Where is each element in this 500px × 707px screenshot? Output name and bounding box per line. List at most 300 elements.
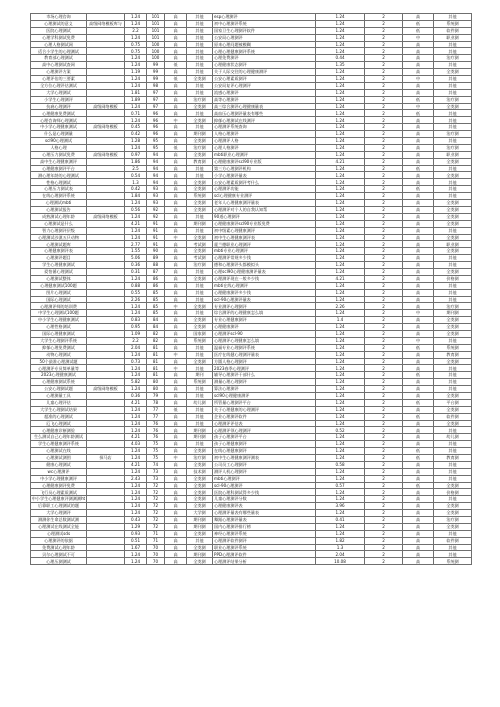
keyword-cell: 心理测试的意义 — [31, 20, 87, 27]
table-row — [31, 289, 472, 296]
value-cell: 2.26 — [125, 296, 147, 303]
category-cell: 其他 — [187, 27, 213, 34]
category-cell: 其他 — [187, 406, 213, 413]
note-cell — [87, 268, 125, 275]
related-level-cell: 低 — [403, 96, 434, 103]
category-cell: 全类测 — [187, 151, 213, 158]
note-cell — [87, 138, 125, 145]
category-cell: 其他 — [187, 172, 213, 179]
category-cell: 其他 — [187, 213, 213, 220]
related-count-cell: 2 — [365, 124, 403, 131]
related-keyword-cell: 心理测评领心理测评 — [213, 427, 316, 434]
count-cell: 75 — [147, 455, 165, 462]
note-cell — [87, 420, 125, 427]
level-cell: 高 — [165, 69, 187, 76]
note-cell — [87, 392, 125, 399]
value-cell: 0.93 — [125, 530, 147, 537]
level-cell: 中 — [165, 234, 187, 241]
related-count-cell: 2 — [365, 310, 403, 317]
related-value-cell: 1.24 — [316, 103, 365, 110]
keyword-cell: 心理测评专员简单量等 — [31, 365, 87, 372]
related-category-cell: 其他 — [434, 441, 472, 448]
value-cell: 1.67 — [125, 544, 147, 551]
value-cell: 1.3 — [125, 179, 147, 186]
related-level-cell: 高 — [403, 330, 434, 337]
level-cell: 高 — [165, 200, 187, 207]
value-cell: 5.06 — [125, 255, 147, 262]
related-count-cell: 2 — [365, 448, 403, 455]
category-cell: 其他 — [187, 268, 213, 275]
value-cell: 1.81 — [125, 89, 147, 96]
related-category-cell: 治疗测 — [434, 131, 472, 138]
category-cell: 其他 — [187, 48, 213, 55]
related-keyword-cell: 人格心理测评 — [213, 131, 316, 138]
related-keyword-cell: 所管量心理测评平台 — [213, 399, 316, 406]
related-keyword-cell: 神经心理测评系统 — [213, 530, 316, 537]
table-row — [31, 206, 472, 213]
related-value-cell: 1.24 — [316, 530, 365, 537]
category-cell: 国家测 — [187, 330, 213, 337]
category-cell: 其他 — [187, 386, 213, 393]
related-keyword-cell: 德和心理测评头都模拟头 — [213, 262, 316, 269]
note-cell — [87, 482, 125, 489]
value-cell: 4.21 — [125, 434, 147, 441]
related-count-cell: 2 — [365, 386, 403, 393]
related-level-cell: 高 — [403, 124, 434, 131]
related-level-cell: 中 — [403, 337, 434, 344]
related-count-cell: 2 — [365, 413, 403, 420]
table-row — [31, 55, 472, 62]
level-cell: 中 — [165, 303, 187, 310]
related-level-cell: 中 — [403, 103, 434, 110]
related-category-cell: 其他 — [434, 138, 472, 145]
value-cell: 4.03 — [125, 441, 147, 448]
related-keyword-cell: 心理健康测评scl90专业版 — [213, 158, 316, 165]
count-cell: 92 — [147, 206, 165, 213]
related-count-cell: 2 — [365, 14, 403, 21]
related-category-cell: 其他 — [434, 289, 472, 296]
related-level-cell: 高 — [403, 41, 434, 48]
related-level-cell: 高 — [403, 551, 434, 558]
value-cell: 1.24 — [125, 372, 147, 379]
level-cell: 高 — [165, 510, 187, 517]
table-row — [31, 358, 472, 365]
related-value-cell: 1.24 — [316, 386, 365, 393]
table-row — [31, 103, 472, 110]
related-value-cell: 1.24 — [316, 248, 365, 255]
related-level-cell: 高 — [403, 558, 434, 565]
related-category-cell: 全类测 — [434, 358, 472, 365]
value-cell: 1.24 — [125, 482, 147, 489]
related-count-cell: 2 — [365, 489, 403, 496]
related-count-cell: 2 — [365, 392, 403, 399]
table-row — [31, 165, 472, 172]
related-category-cell: 全类测 — [434, 103, 472, 110]
related-value-cell: 1.24 — [316, 448, 365, 455]
note-cell — [87, 537, 125, 544]
related-keyword-cell: 小学心理测评量表 — [213, 172, 316, 179]
related-level-cell: 高 — [403, 468, 434, 475]
related-count-cell: 2 — [365, 172, 403, 179]
related-count-cell: 2 — [365, 461, 403, 468]
table-row — [31, 158, 472, 165]
keyword-cell: 心理评估的三要素 — [31, 76, 87, 83]
value-cell: 1.24 — [125, 55, 147, 62]
related-level-cell: 高 — [403, 248, 434, 255]
keyword-cell: 抗衰心理测评 — [31, 103, 87, 110]
related-value-cell: 1.24 — [316, 324, 365, 331]
note-cell — [87, 544, 125, 551]
category-cell: 全类测 — [187, 489, 213, 496]
level-cell: 低 — [165, 144, 187, 151]
count-cell: 70 — [147, 544, 165, 551]
related-value-cell: 1.24 — [316, 27, 365, 34]
related-value-cell: 1.24 — [316, 392, 365, 399]
category-cell: 其他 — [187, 537, 213, 544]
related-category-cell: 其他 — [434, 255, 472, 262]
related-count-cell: 2 — [365, 262, 403, 269]
related-level-cell: 高 — [403, 317, 434, 324]
table-row — [31, 517, 472, 524]
related-keyword-cell: 心理健康测评 — [213, 324, 316, 331]
note-cell — [87, 358, 125, 365]
related-value-cell: 1.24 — [316, 468, 365, 475]
related-count-cell: 2 — [365, 551, 403, 558]
table-row — [31, 62, 472, 69]
note-cell — [87, 510, 125, 517]
related-count-cell: 2 — [365, 200, 403, 207]
note-cell — [87, 337, 125, 344]
related-keyword-cell: mbti职业心理测评 — [213, 151, 316, 158]
related-count-cell: 2 — [365, 27, 403, 34]
count-cell: 78 — [147, 399, 165, 406]
value-cell: 4.21 — [125, 399, 147, 406]
keyword-cell: 爱怕循心理测试 — [31, 268, 87, 275]
note-cell — [87, 530, 125, 537]
note-cell — [87, 34, 125, 41]
value-cell: 1.24 — [125, 455, 147, 462]
related-value-cell: 1.24 — [316, 41, 365, 48]
related-category-cell: 其他 — [434, 41, 472, 48]
keyword-cell: 心理测试是什么 — [31, 220, 87, 227]
category-cell: 期刊测 — [187, 220, 213, 227]
count-cell: 97 — [147, 96, 165, 103]
related-level-cell: 高 — [403, 365, 434, 372]
related-count-cell: 2 — [365, 455, 403, 462]
category-cell: 其他 — [187, 227, 213, 234]
related-level-cell: 高 — [403, 358, 434, 365]
related-category-cell: 治疗测 — [434, 144, 472, 151]
category-cell: 全类测 — [187, 324, 213, 331]
count-cell: 97 — [147, 103, 165, 110]
note-cell: 高级网络模板库与 — [87, 20, 125, 27]
related-level-cell: 低 — [403, 27, 434, 34]
related-category-cell: 其他 — [434, 461, 472, 468]
table-row — [31, 558, 472, 565]
count-cell: 98 — [147, 82, 165, 89]
category-cell: 幼儿测 — [187, 399, 213, 406]
related-value-cell: 1.24 — [316, 475, 365, 482]
related-category-cell: 全类测 — [434, 330, 472, 337]
related-level-cell: 高 — [403, 523, 434, 530]
count-cell: 94 — [147, 158, 165, 165]
related-category-cell: 其他 — [434, 82, 472, 89]
count-cell: 94 — [147, 151, 165, 158]
count-cell: 90 — [147, 248, 165, 255]
related-count-cell: 2 — [365, 55, 403, 62]
value-cell: 1.24 — [125, 386, 147, 393]
note-cell — [87, 551, 125, 558]
related-count-cell: 2 — [365, 48, 403, 55]
related-value-cell: 1.24 — [316, 227, 365, 234]
related-keyword-cell: 综合测评的心理健康怎么填 — [213, 310, 316, 317]
related-value-cell: 1.24 — [316, 110, 365, 117]
related-keyword-cell: 心理健康测评scl90专业版免费 — [213, 220, 316, 227]
value-cell: 1.24 — [125, 62, 147, 69]
value-cell: 0.88 — [125, 282, 147, 289]
related-count-cell: 2 — [365, 530, 403, 537]
category-cell: 期刊测 — [187, 551, 213, 558]
keyword-cell: 心理健康诊断测验 — [31, 427, 87, 434]
related-keyword-cell: 原来心理问题被模糊 — [213, 41, 316, 48]
table-row — [31, 434, 472, 441]
count-cell: 85 — [147, 296, 165, 303]
level-cell: 高 — [165, 523, 187, 530]
value-cell: 1.24 — [125, 427, 147, 434]
note-cell — [87, 206, 125, 213]
keyword-cell: 心理压测测试 — [31, 558, 87, 565]
related-category-cell: 期刊测 — [434, 310, 472, 317]
keyword-cell: 中学生心理测试100题 — [31, 310, 87, 317]
table-row — [31, 186, 472, 193]
note-cell — [87, 427, 125, 434]
category-cell: 全类测 — [187, 475, 213, 482]
keyword-cell: 心理测量工具 — [31, 392, 87, 399]
count-cell: 71 — [147, 530, 165, 537]
related-count-cell: 2 — [365, 372, 403, 379]
table-row — [31, 372, 472, 379]
level-cell: 低 — [165, 62, 187, 69]
related-value-cell: 1.35 — [316, 62, 365, 69]
count-cell: 91 — [147, 227, 165, 234]
related-category-cell: 其他 — [434, 551, 472, 558]
value-cell: 1.55 — [125, 248, 147, 255]
category-cell: 治疗测 — [187, 144, 213, 151]
related-keyword-cell: scl-90心理测评量表 — [213, 296, 316, 303]
count-cell: 101 — [147, 34, 165, 41]
category-cell: 其他 — [187, 413, 213, 420]
value-cell: 1.24 — [125, 503, 147, 510]
count-cell: 99 — [147, 76, 165, 83]
related-keyword-cell: scl90心理健康测评 — [213, 392, 316, 399]
related-category-cell: 其他 — [434, 496, 472, 503]
value-cell: 1.84 — [125, 193, 147, 200]
related-keyword-cell: 抑郁心理测试在线测评 — [213, 117, 316, 124]
count-cell: 79 — [147, 392, 165, 399]
related-keyword-cell: PPD心理测评软件 — [213, 551, 316, 558]
related-category-cell: 软件测 — [434, 537, 472, 544]
keyword-cell: 国际心理健康测试 — [31, 330, 87, 337]
value-cell: 0.83 — [125, 317, 147, 324]
keyword-cell: 医院心理测试 — [31, 27, 87, 34]
keyword-cell: 心理测试sds — [31, 530, 87, 537]
related-count-cell: 2 — [365, 427, 403, 434]
note-cell — [87, 330, 125, 337]
related-category-cell: 全类测 — [434, 172, 472, 179]
related-count-cell: 2 — [365, 337, 403, 344]
related-value-cell: 1.24 — [316, 172, 365, 179]
keyword-cell: 高中心理测试查网 — [31, 62, 87, 69]
value-cell: 0.42 — [125, 131, 147, 138]
table-row — [31, 392, 472, 399]
related-value-cell: 1.24 — [316, 262, 365, 269]
note-cell — [87, 406, 125, 413]
note-cell — [87, 434, 125, 441]
table-row — [31, 399, 472, 406]
related-level-cell: 低 — [403, 455, 434, 462]
related-value-cell: 1.24 — [316, 48, 365, 55]
related-level-cell: 高 — [403, 262, 434, 269]
level-cell: 中 — [165, 365, 187, 372]
related-category-cell: 全类测 — [434, 220, 472, 227]
value-cell: 1.24 — [125, 303, 147, 310]
related-keyword-cell: 心理测评功能 — [213, 186, 316, 193]
table-row — [31, 117, 472, 124]
level-cell: 高 — [165, 89, 187, 96]
table-row — [31, 41, 472, 48]
keyword-cell: 生么测试自己心理年龄测试 — [31, 434, 87, 441]
related-count-cell: 2 — [365, 379, 403, 386]
related-value-cell: 1.24 — [316, 455, 365, 462]
related-value-cell: 1.24 — [316, 186, 365, 193]
keyword-cell: 高中生心理健康测评 — [31, 158, 87, 165]
related-value-cell: 1.3 — [316, 544, 365, 551]
related-count-cell: 2 — [365, 151, 403, 158]
table-row — [31, 386, 472, 393]
table-row — [31, 448, 472, 455]
keyword-cell: 心理健康免费测试 — [31, 110, 87, 117]
related-level-cell: 低 — [403, 482, 434, 489]
related-category-cell: 软件测 — [434, 413, 472, 420]
level-cell: 高 — [165, 558, 187, 565]
keyword-cell: 全方位心理评估测试 — [31, 82, 87, 89]
note-cell — [87, 41, 125, 48]
count-cell: 80 — [147, 379, 165, 386]
keyword-cell: 在线心理测评系统 — [31, 193, 87, 200]
value-cell: 2.5 — [125, 165, 147, 172]
category-cell: 其他 — [187, 14, 213, 21]
level-cell: 高 — [165, 420, 187, 427]
related-level-cell: 高 — [403, 544, 434, 551]
category-cell: 其他 — [187, 62, 213, 69]
keyword-cell: 心理健康测试系统 — [31, 379, 87, 386]
related-keyword-cell: 心理免费测评 — [213, 55, 316, 62]
related-count-cell: 2 — [365, 303, 403, 310]
category-cell: 其他 — [187, 69, 213, 76]
related-keyword-cell: 心理scl90心理健康测评量表 — [213, 268, 316, 275]
related-level-cell: 高 — [403, 131, 434, 138]
table-row — [31, 255, 472, 262]
related-category-cell: 其他 — [434, 365, 472, 372]
related-keyword-cell: 儿童心理测评分数 — [213, 496, 316, 503]
keyword-cell: 抑郁心理免费测试 — [31, 344, 87, 351]
level-cell: 高 — [165, 482, 187, 489]
related-count-cell: 2 — [365, 282, 403, 289]
note-cell — [87, 55, 125, 62]
note-cell — [87, 461, 125, 468]
related-keyword-cell: mbti专业心理测评 — [213, 248, 316, 255]
note-cell — [87, 324, 125, 331]
note-cell — [87, 255, 125, 262]
related-keyword-cell: 90道心理测评 — [213, 213, 316, 220]
related-value-cell: 1.24 — [316, 96, 365, 103]
related-keyword-cell: 关于心理健康的心理测评 — [213, 406, 316, 413]
related-value-cell: 1.24 — [316, 282, 365, 289]
table-row — [31, 234, 472, 241]
related-count-cell: 2 — [365, 406, 403, 413]
related-count-cell: 2 — [365, 138, 403, 145]
category-cell: 全类测 — [187, 234, 213, 241]
level-cell: 低 — [165, 406, 187, 413]
note-cell — [87, 117, 125, 124]
count-cell: 95 — [147, 138, 165, 145]
value-cell: 0.54 — [125, 172, 147, 179]
value-cell: 1.24 — [125, 76, 147, 83]
related-keyword-cell: 关于人际交往的心理健康测评 — [213, 69, 316, 76]
related-value-cell: 4.21 — [316, 275, 365, 282]
related-category-cell: 其他 — [434, 282, 472, 289]
keyword-cell: 心理测试测图 — [31, 455, 87, 462]
category-cell: 全类测 — [187, 530, 213, 537]
keyword-cell: 贝尔心理测试不可 — [31, 551, 87, 558]
related-keyword-cell: scl-90心理测评 — [213, 482, 316, 489]
related-category-cell: 其他 — [434, 475, 472, 482]
related-count-cell: 2 — [365, 213, 403, 220]
table-row — [31, 537, 472, 544]
related-keyword-cell: 公安心理素质测评 — [213, 76, 316, 83]
related-count-cell: 2 — [365, 420, 403, 427]
related-value-cell: 1.24 — [316, 406, 365, 413]
related-category-cell: 治疗测 — [434, 517, 472, 524]
keyword-cell: 心理学科测试免费 — [31, 34, 87, 41]
level-cell: 高 — [165, 82, 187, 89]
keyword-cell: 心理测试沙漠五只动物 — [31, 234, 87, 241]
value-cell: 1.24 — [125, 448, 147, 455]
related-keyword-cell: 初中生心理健康测评表 — [213, 234, 316, 241]
value-cell: 1.28 — [125, 138, 147, 145]
related-level-cell: 低 — [403, 165, 434, 172]
table-row — [31, 324, 472, 331]
category-cell: 其他 — [187, 82, 213, 89]
level-cell: 高 — [165, 551, 187, 558]
related-value-cell: 1.24 — [316, 76, 365, 83]
table-row — [31, 193, 472, 200]
related-keyword-cell: scl心理健康专业测评 — [213, 193, 316, 200]
category-cell: 其他 — [187, 365, 213, 372]
level-cell: 低 — [165, 76, 187, 83]
count-cell: 99 — [147, 62, 165, 69]
related-category-cell: 全类测 — [434, 503, 472, 510]
value-cell: 1.86 — [125, 158, 147, 165]
keyword-cell: 飞行员心理素质测试 — [31, 489, 87, 496]
related-value-cell: 1.24 — [316, 289, 365, 296]
table-row — [31, 124, 472, 131]
level-cell: 高 — [165, 213, 187, 220]
related-count-cell: 2 — [365, 96, 403, 103]
related-level-cell: 高 — [403, 510, 434, 517]
note-cell: 高级网络模板 — [87, 151, 125, 158]
related-category-cell: 其他 — [434, 110, 472, 117]
